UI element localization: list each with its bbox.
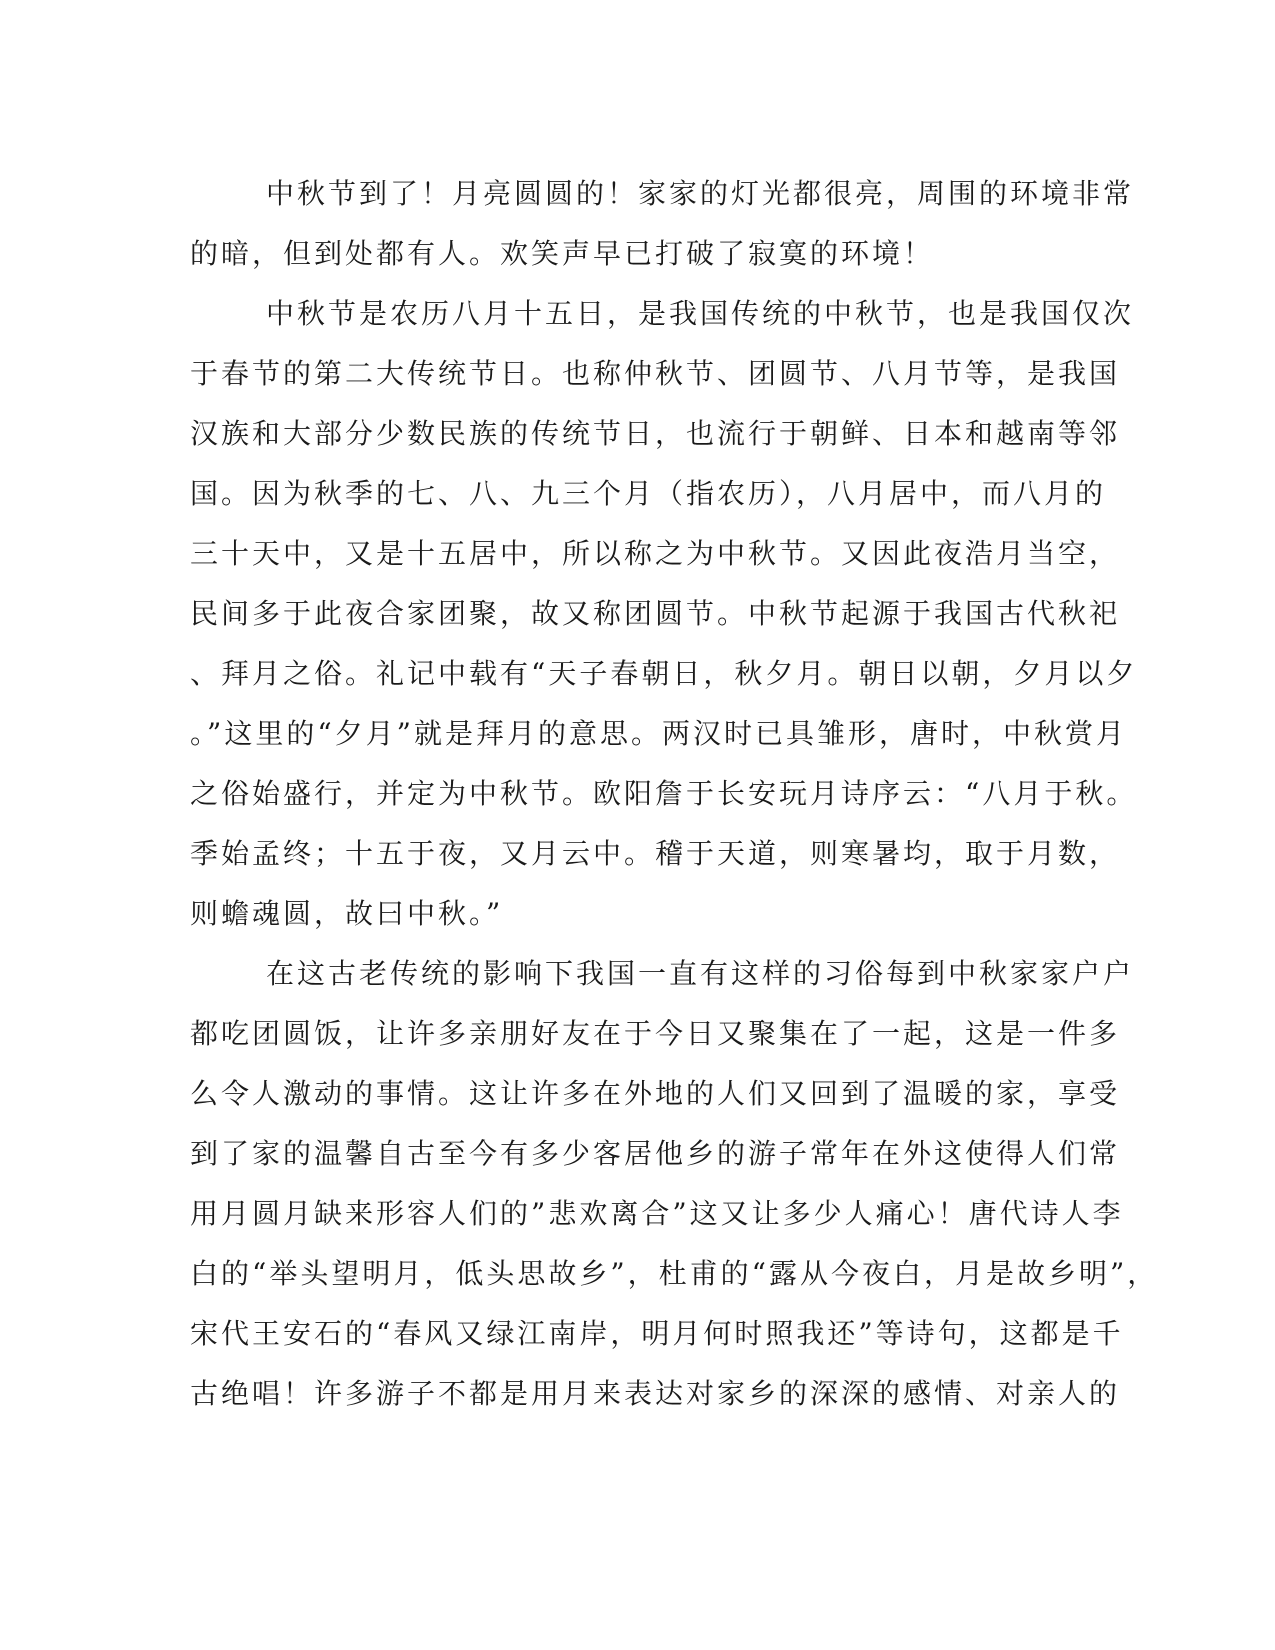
text-line: 、拜月之俗。礼记中载有“天子春朝日，秋夕月。朝日以朝，夕月以夕 [190,657,1138,690]
text-line: 中秋节到了！月亮圆圆的！家家的灯光都很亮，周围的环境非常 [266,177,1135,210]
text-line: 古绝唱！许多游子不都是用月来表达对家乡的深深的感情、对亲人的 [190,1377,1121,1410]
text-line: 国。因为秋季的七、八、九三个月（指农历），八月居中，而八月的 [190,477,1107,510]
text-line: 到了家的温馨自古至今有多少客居他乡的游子常年在外这使得人们常 [190,1137,1121,1170]
text-line: 在这古老传统的影响下我国一直有这样的习俗每到中秋家家户户 [266,957,1135,990]
paragraph-1 [190,164,1135,284]
text-line: 汉族和大部分少数民族的传统节日，也流行于朝鲜、日本和越南等邻 [190,417,1121,450]
text-line: 么令人激动的事情。这让许多在外地的人们又回到了温暖的家，享受 [190,1077,1121,1110]
text-line: 之俗始盛行，并定为中秋节。欧阳詹于长安玩月诗序云：“八月于秋。 [190,777,1138,810]
text-line: 白的“举头望明月，低头思故乡”，杜甫的“露从今夜白，月是故乡明”， [190,1257,1159,1290]
text-line: 的暗，但到处都有人。欢笑声早已打破了寂寞的环境！ [190,237,935,270]
text-line: 。”这里的“夕月”就是拜月的意思。两汉时已具雏形，唐时，中秋赏月 [190,717,1127,750]
text-line: 宋代王安石的“春风又绿江南岸，明月何时照我还”等诗句，这都是千 [190,1317,1124,1350]
text-line: 三十天中，又是十五居中，所以称之为中秋节。又因此夜浩月当空， [190,537,1121,570]
paragraph-2 [190,284,1138,944]
text-line: 中秋节是农历八月十五日，是我国传统的中秋节，也是我国仅次 [266,297,1135,330]
text-line: 民间多于此夜合家团聚，故又称团圆节。中秋节起源于我国古代秋祀 [190,597,1121,630]
paragraph-3 [190,944,1159,1424]
text-line: 于春节的第二大传统节日。也称仲秋节、团圆节、八月节等，是我国 [190,357,1121,390]
text-line: 用月圆月缺来形容人们的”悲欢离合”这又让多少人痛心！唐代诗人李 [190,1197,1124,1230]
text-line: 季始孟终；十五于夜，又月云中。稽于天道，则寒暑均，取于月数， [190,837,1121,870]
text-line: 都吃团圆饭，让许多亲朋好友在于今日又聚集在了一起，这是一件多 [190,1017,1121,1050]
text-line: 则蟾魂圆，故曰中秋。” [190,897,504,930]
document-body [190,164,1159,1424]
